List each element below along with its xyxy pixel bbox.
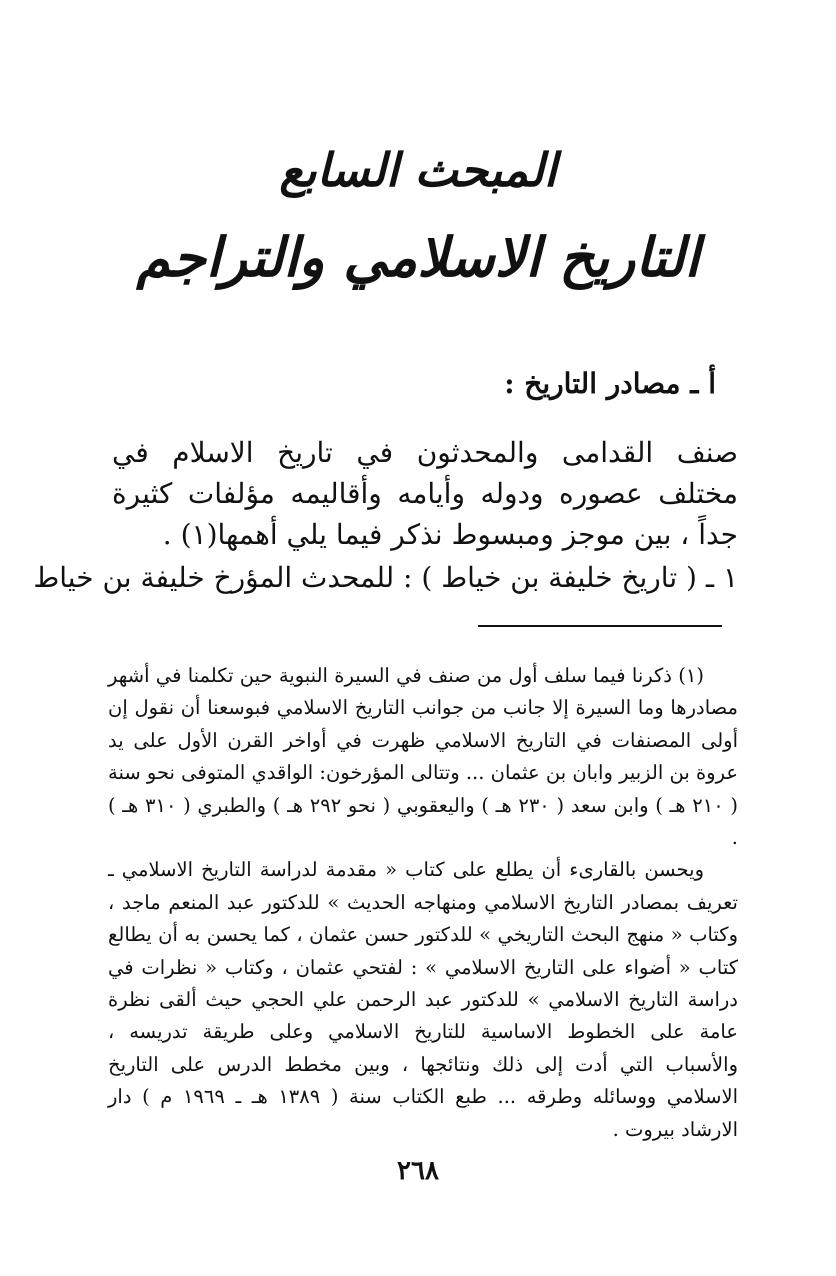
- footnote-paragraph-2: ويحسن بالقارىء أن يطلع على كتاب « مقدمة لدراسة التاريخ الاسلامي ـ تعريف بمصادر التاريخ الاسلامي ومنهاجه الحديث » للدكتور عبد المنعم ماجد ، وكتاب « منهج البحث التاريخي » للدكتور حسن عثمان ، كما يحسن به أن يطالع كتاب « أضواء على التاريخ الاسلامي » : لفتحي عثمان ، وكتاب « نظرات في دراسة التاريخ الاسلامي » للدكتور عبد الرحمن علي الحجي حيث ألقى نظرة عامة على الخطوط الاساسية للتاريخ الاسلامي وعلى طريقة تدريسه ، والأسباب التي أدت إلى ذلك ونتائجها ، وبين مخطط الدرس على التاريخ الاسلامي ووسائله وطرقه ... طبع الكتاب سنة ( ١٣٨٩ هـ ـ ١٩٦٩ م ) دار الارشاد بيروت .: [108, 858, 739, 1141]
- page-number: ٢٦٨: [397, 1156, 439, 1186]
- section-heading: أ ـ مصادر التاريخ :: [504, 367, 716, 400]
- footnote-paragraph-1: (١) ذكرنا فيما سلف أول من صنف في السيرة النبوية حين تكلمنا في أشهر مصادرها وما السيرة إلا جانب من جوانب التاريخ الاسلامي فبوسعنا أن نقول إن أولى المصنفات في التاريخ الاسلامي ظهرت في أواخر القرن الأول على يد عروة بن الزبير وابان بن عثمان ... وتتالى المؤرخون: الواقدي المتوفى نحو سنة ( ٢١٠ هـ ) وابن سعد ( ٢٣٠ هـ ) واليعقوبي ( نحو ٢٩٢ هـ ) والطبري ( ٣١٠ هـ ) .: [108, 664, 738, 850]
- chapter-subtitle: التاريخ الاسلامي والتراجم: [136, 225, 700, 289]
- footnotes: [108, 660, 738, 1146]
- chapter-title: المبحث السابع: [279, 143, 557, 197]
- footnote-divider: [478, 625, 722, 627]
- body-paragraph: صنف القدامى والمحدثون في تاريخ الاسلام في مختلف عصوره ودوله وأيامه وأقاليمه مؤلفات كثيرة جداً ، بين موجز ومبسوط نذكر فيما يلي أهمها(١) .: [112, 436, 738, 551]
- list-item-1: ١ ـ ( تاريخ خليفة بن خياط ) : للمحدث المؤرخ خليفة بن خياط: [33, 561, 738, 594]
